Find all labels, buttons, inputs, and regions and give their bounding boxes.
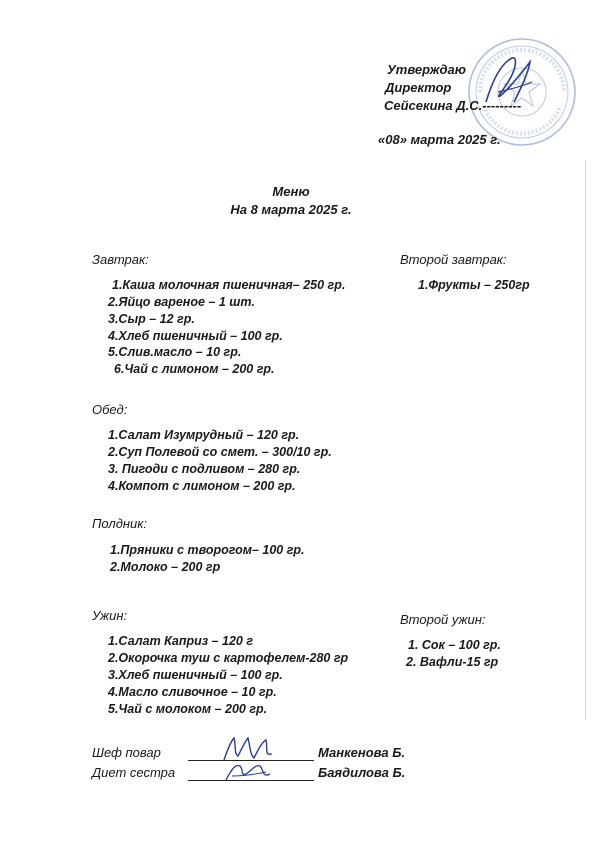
breakfast-item: 2.Яйцо вареное – 1 шт. <box>108 295 255 309</box>
breakfast-heading: Завтрак: <box>92 252 149 267</box>
snack-item: 1.Пряники с творогом– 100 гр. <box>110 543 305 557</box>
snack-heading: Полдник: <box>92 516 148 531</box>
second-dinner-heading: Второй ужин: <box>400 612 486 627</box>
approval-line-3: Сейсекина Д.С.--------- <box>384 98 522 113</box>
dinner-item: 3.Хлеб пшеничный – 100 гр. <box>108 668 283 682</box>
approval-date: «08» марта 2025 г. <box>378 132 501 147</box>
breakfast-item: 6.Чай с лимоном – 200 гр. <box>114 362 275 376</box>
breakfast-item: 5.Слив.масло – 10 гр. <box>108 345 242 359</box>
paper-edge <box>585 160 586 720</box>
snack-item: 2.Молоко – 200 гр <box>110 560 221 574</box>
lunch-item: 1.Салат Изумрудный – 120 гр. <box>108 428 300 442</box>
chef-name: Манкенова Б. <box>318 745 406 760</box>
menu-title: Меню <box>272 184 310 199</box>
dietitian-name: Баядилова Б. <box>318 765 406 780</box>
dinner-item: 4.Масло сливочное – 10 гр. <box>108 685 277 699</box>
dinner-heading: Ужин: <box>92 608 128 623</box>
lunch-item: 4.Компот с лимоном – 200 гр. <box>108 479 296 493</box>
lunch-heading: Обед: <box>92 402 128 417</box>
approval-line-1: Утверждаю <box>387 62 466 77</box>
menu-date: На 8 марта 2025 г. <box>230 202 352 217</box>
dinner-item: 5.Чай с молоком – 200 гр. <box>108 702 268 716</box>
second-breakfast-heading: Второй завтрак: <box>400 252 507 267</box>
second-dinner-item: 2. Вафли-15 гр <box>406 655 499 669</box>
lunch-item: 3. Пигоди с подливом – 280 гр. <box>108 462 301 476</box>
approval-line-2: Директор <box>385 80 452 95</box>
breakfast-item: 4.Хлеб пшеничный – 100 гр. <box>108 329 283 343</box>
dietitian-role: Диет сестра <box>92 765 176 780</box>
dinner-item: 2.Окорочка туш с картофелем-280 гр <box>108 651 349 665</box>
breakfast-item: 1.Каша молочная пшеничная– 250 гр. <box>112 278 346 292</box>
breakfast-item: 3.Сыр – 12 гр. <box>108 312 195 326</box>
dietitian-signature <box>222 760 274 784</box>
lunch-item: 2.Суп Полевой со смет. – 300/10 гр. <box>108 445 332 459</box>
second-dinner-item: 1. Сок – 100 гр. <box>408 638 501 652</box>
second-breakfast-item: 1.Фрукты – 250гр <box>418 278 530 292</box>
dinner-item: 1.Салат Каприз – 120 г <box>108 634 254 648</box>
chef-role: Шеф повар <box>92 745 161 760</box>
